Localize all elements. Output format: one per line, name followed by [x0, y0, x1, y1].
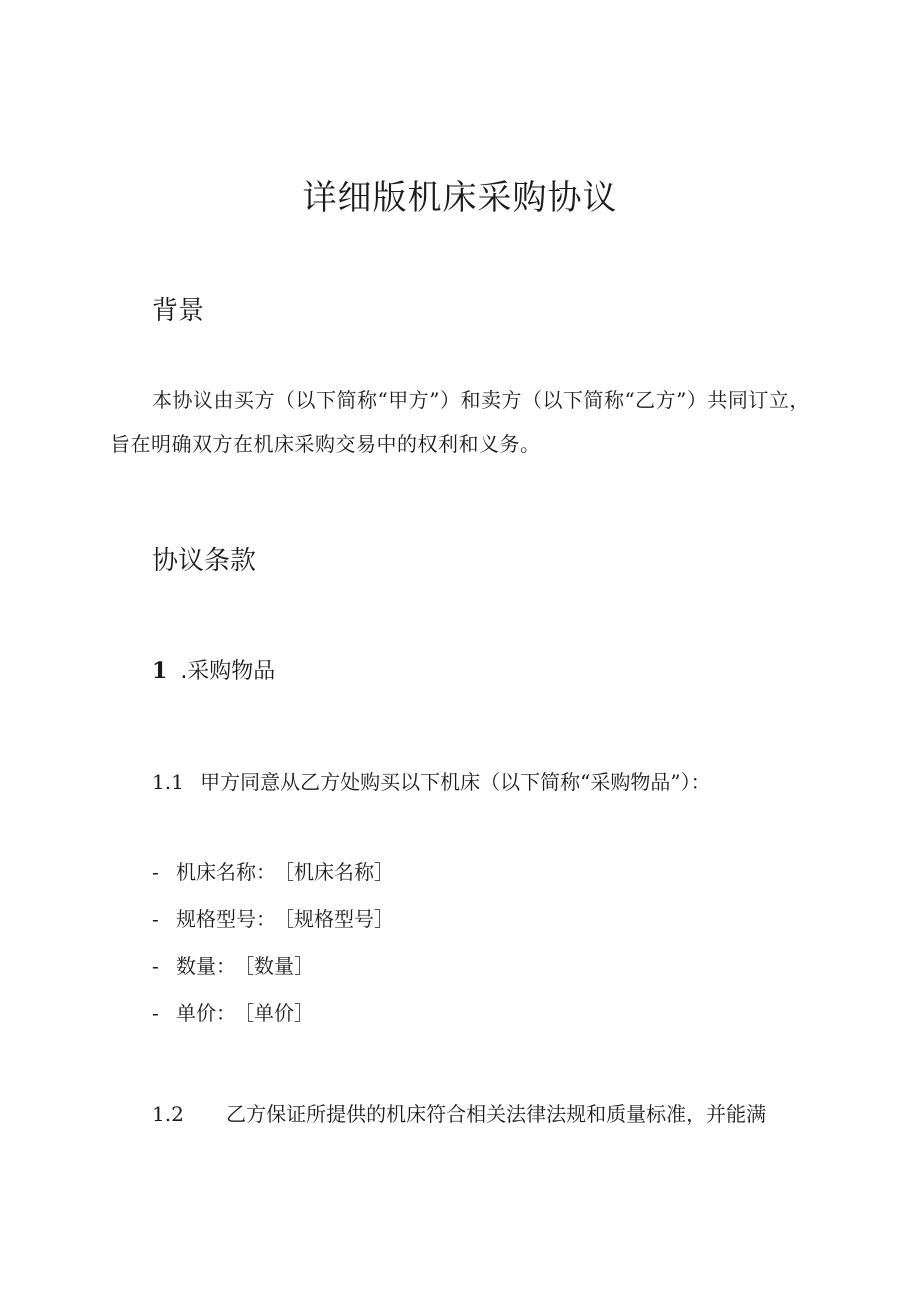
item-value: ［数量］ — [244, 954, 314, 978]
list-item — [152, 856, 394, 885]
item-label: 单价： — [176, 1001, 236, 1025]
list-item — [152, 950, 314, 979]
list-dash: - — [152, 1001, 159, 1025]
item-value: ［规格型号］ — [284, 907, 394, 931]
item-value: ［单价］ — [244, 1001, 314, 1025]
item-value: ［机床名称］ — [284, 860, 394, 884]
clause-1-1 — [152, 766, 711, 795]
section-heading-background: 背景 — [152, 296, 205, 326]
item-label: 机床名称： — [176, 860, 276, 884]
list-item — [152, 997, 314, 1026]
clause-text: 甲方同意从乙方处购买以下机床（以下简称“采购物品”）： — [200, 770, 711, 794]
list-dash: - — [152, 954, 159, 978]
background-paragraph: 本协议由买方（以下简称“甲方”）和卖方（以下简称“乙方”）共同订立，旨在明确双方在机床采购交易中的权利和义务。 — [110, 388, 810, 456]
clause-number: 1.2 — [152, 1102, 184, 1126]
clause-1-2 — [152, 1098, 766, 1127]
subsection-heading-1 — [152, 654, 275, 685]
clause-text: 乙方保证所提供的机床符合相关法律法规和质量标准，并能满 — [226, 1102, 767, 1126]
subsection-number: 1 — [152, 658, 168, 684]
item-label: 数量： — [176, 954, 236, 978]
clause-number: 1.1 — [152, 770, 184, 794]
item-label: 规格型号： — [176, 907, 276, 931]
list-item — [152, 903, 394, 932]
list-dash: - — [152, 907, 159, 931]
subsection-title: .采购物品 — [180, 659, 276, 684]
document-title: 详细版机床采购协议 — [302, 178, 618, 218]
list-dash: - — [152, 860, 159, 884]
section-heading-terms: 协议条款 — [152, 546, 257, 576]
